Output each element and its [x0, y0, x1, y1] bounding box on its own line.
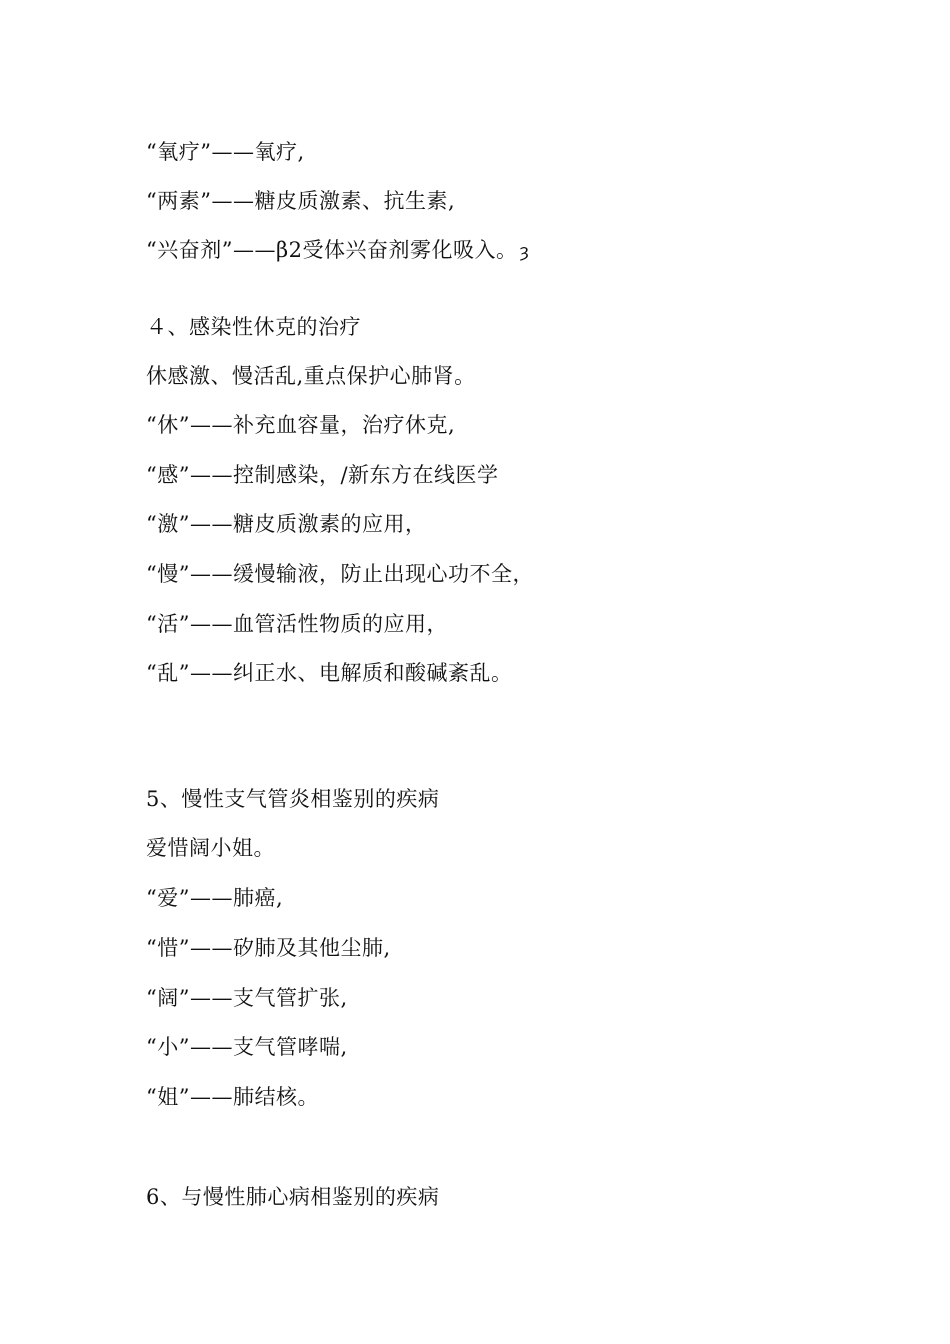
text-line-xiu: “休”——补充血容量，治疗休克,: [146, 413, 456, 437]
text-line-xiao: “小”——支气管哮喘,: [146, 1035, 348, 1059]
section-heading-septic-shock: ４、感染性休克的治疗: [146, 315, 361, 339]
text-line-kuo: “阔”——支气管扩张,: [146, 986, 348, 1010]
text-line-stimulant: [146, 236, 529, 266]
text-line-gan: “感”——控制感染，/新东方在线医学: [146, 463, 499, 487]
paragraph-end-mark: ȝ: [519, 241, 530, 262]
text-line-luan: “乱”——纠正水、电解质和酸碱紊乱。: [146, 661, 513, 685]
mnemonic-line-bronchitis: 爱惜阔小姐。: [146, 836, 275, 860]
text-line-two-drugs: “两素”——糖皮质激素、抗生素,: [146, 189, 456, 213]
section-heading-pulmonary-heart: 6、与慢性肺心病相鉴别的疾病: [146, 1185, 440, 1209]
text-line-man: “慢”——缓慢输液，防止出现心功不全，: [146, 562, 534, 586]
section-heading-chronic-bronchitis: 5、慢性支气管炎相鉴别的疾病: [146, 787, 440, 811]
text-line-stimulant-text: “兴奋剂”——β2受体兴奋剂雾化吸入。: [146, 238, 518, 262]
text-line-huo: “活”——血管活性物质的应用，: [146, 612, 448, 636]
text-line-oxygen: “氧疗”——氧疗,: [146, 140, 305, 164]
text-line-ai: “爱”——肺癌,: [146, 886, 284, 910]
mnemonic-line-septic-shock: 休感激、慢活乱,重点保护心肺肾。: [146, 364, 476, 388]
text-line-ji: “激”——糖皮质激素的应用，: [146, 512, 427, 536]
text-line-xi: “惜”——矽肺及其他尘肺,: [146, 936, 391, 960]
text-line-jie: “姐”——肺结核。: [146, 1085, 319, 1109]
